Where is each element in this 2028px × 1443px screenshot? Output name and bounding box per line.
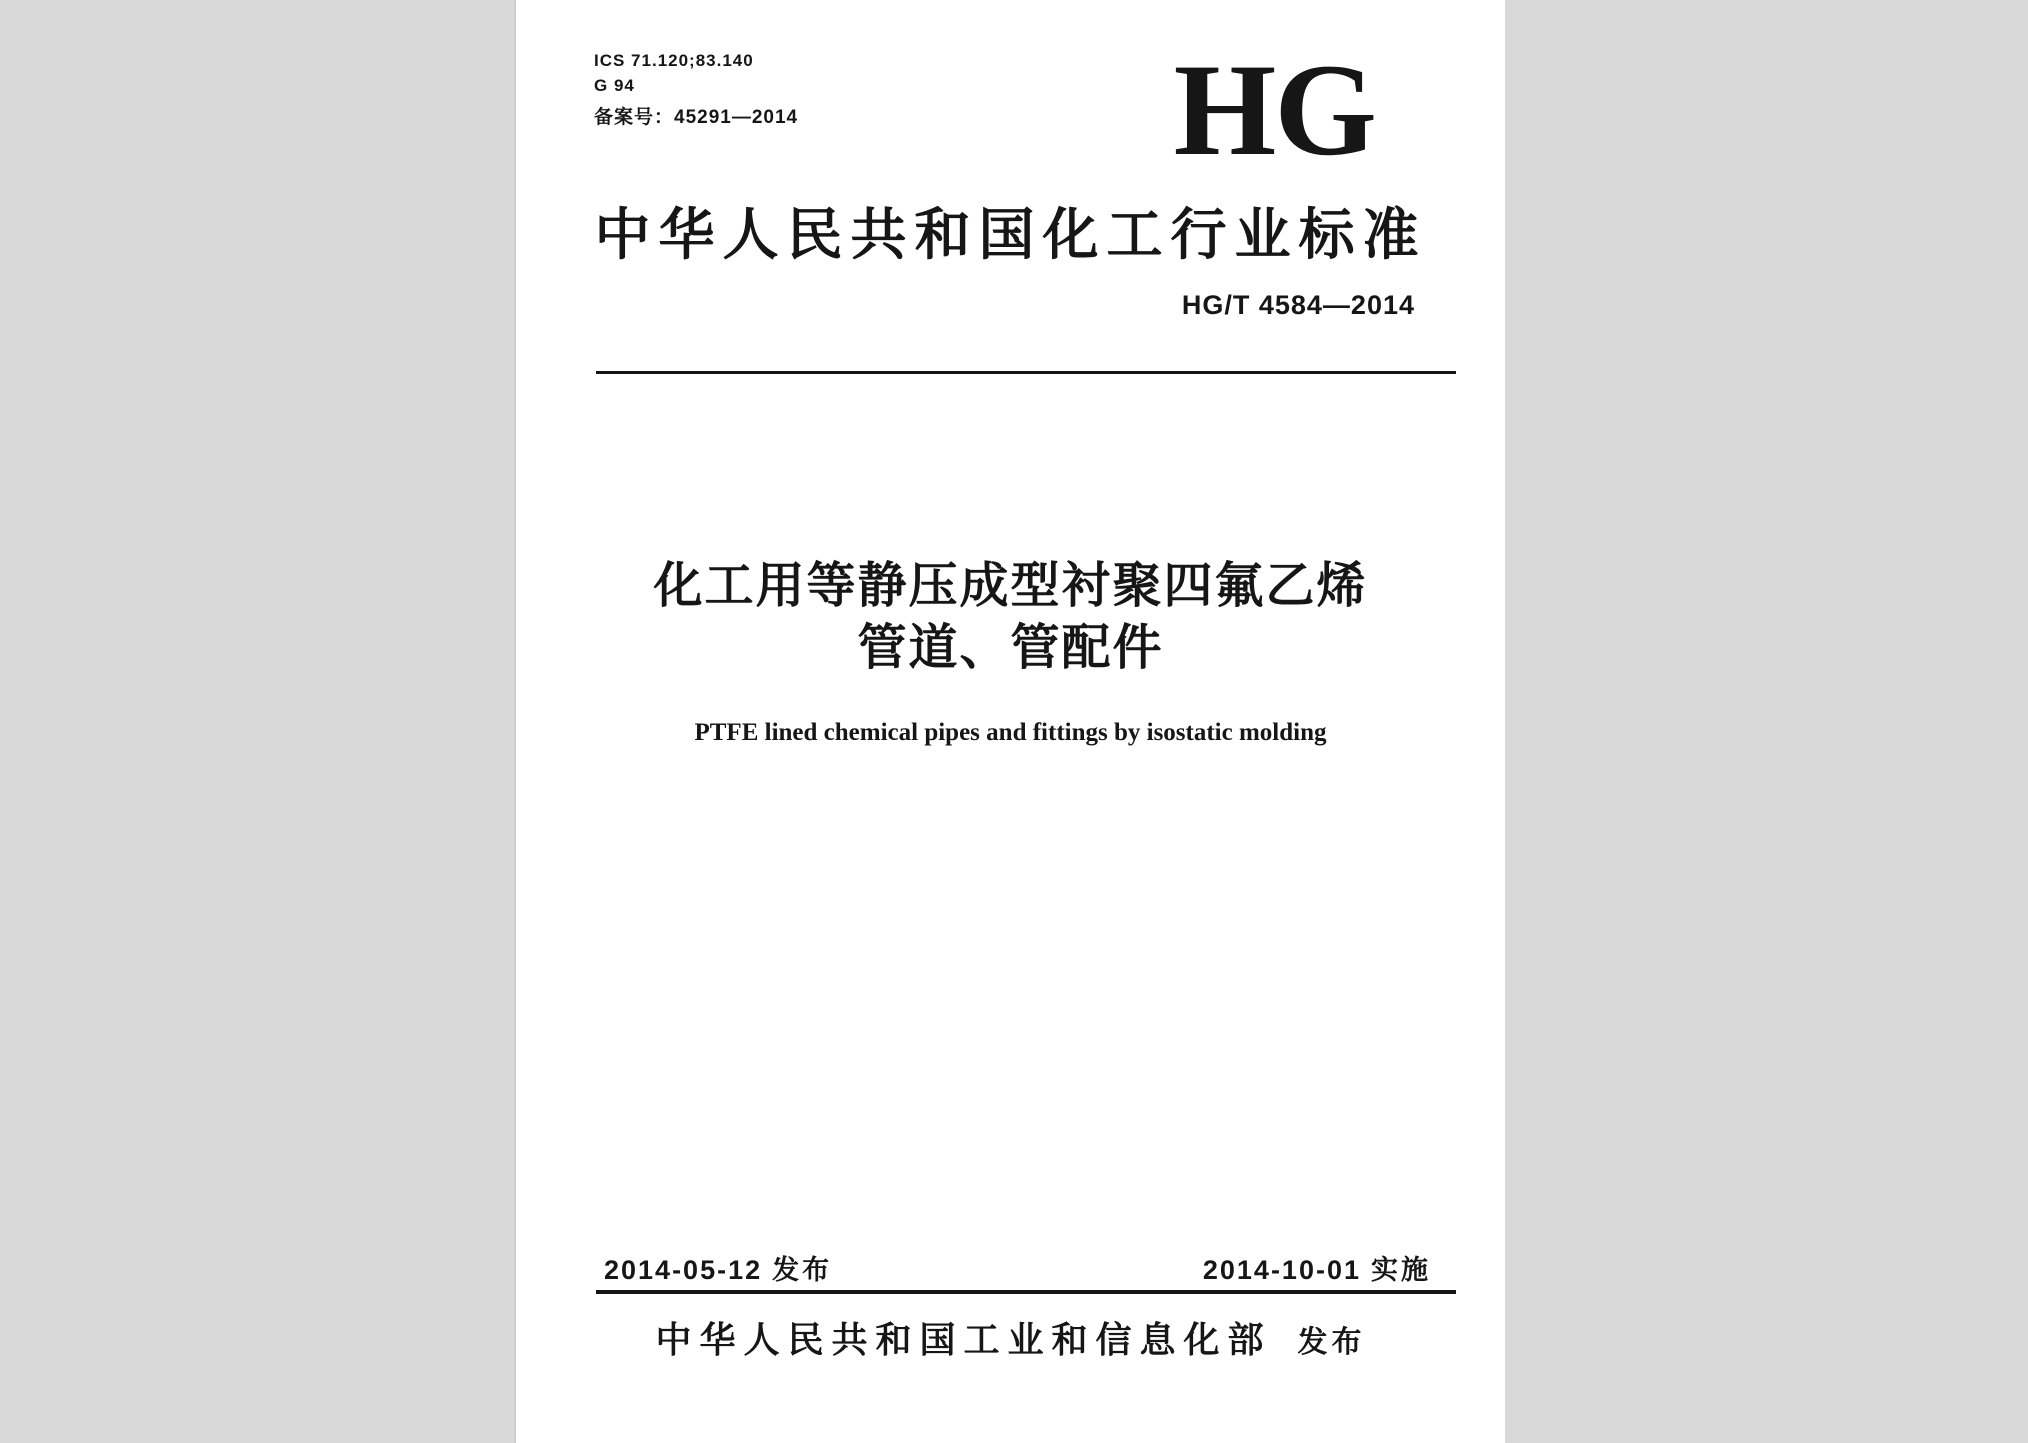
publisher-action-label: 发布	[1297, 1326, 1366, 1359]
implementation-date-label: 实施	[1371, 1255, 1431, 1285]
publisher-row	[516, 1312, 1505, 1363]
ics-code: ICS 71.120;83.140	[594, 51, 754, 70]
classification-code: G 94	[594, 76, 635, 95]
standard-cover-page	[514, 0, 1505, 1443]
standard-body-title: 中华人民共和国化工行业标准	[594, 205, 1427, 267]
document-title-english: PTFE lined chemical pipes and fittings by isostatic molding	[694, 719, 1327, 746]
issue-date-group	[604, 1248, 832, 1287]
meta-codes-block	[594, 48, 798, 131]
record-number: 备案号：45291—2014	[594, 107, 799, 128]
issue-date-label: 发布	[772, 1255, 833, 1285]
implementation-date-group	[1203, 1248, 1431, 1287]
standard-number: HG/T 4584—2014	[1181, 290, 1415, 320]
implementation-date: 2014-10-01	[1202, 1255, 1361, 1285]
document-title-line2: 管道、管配件	[857, 620, 1164, 675]
bottom-divider-rule	[596, 1290, 1456, 1294]
dates-row	[604, 1248, 1431, 1287]
publisher-name: 中华人民共和国工业和信息化部	[655, 1320, 1272, 1360]
top-divider-rule	[596, 371, 1456, 374]
issue-date: 2014-05-12	[604, 1255, 763, 1285]
document-title-line1: 化工用等静压成型衬聚四氟乙烯	[653, 558, 1368, 613]
hg-logo: HG	[1173, 36, 1375, 183]
